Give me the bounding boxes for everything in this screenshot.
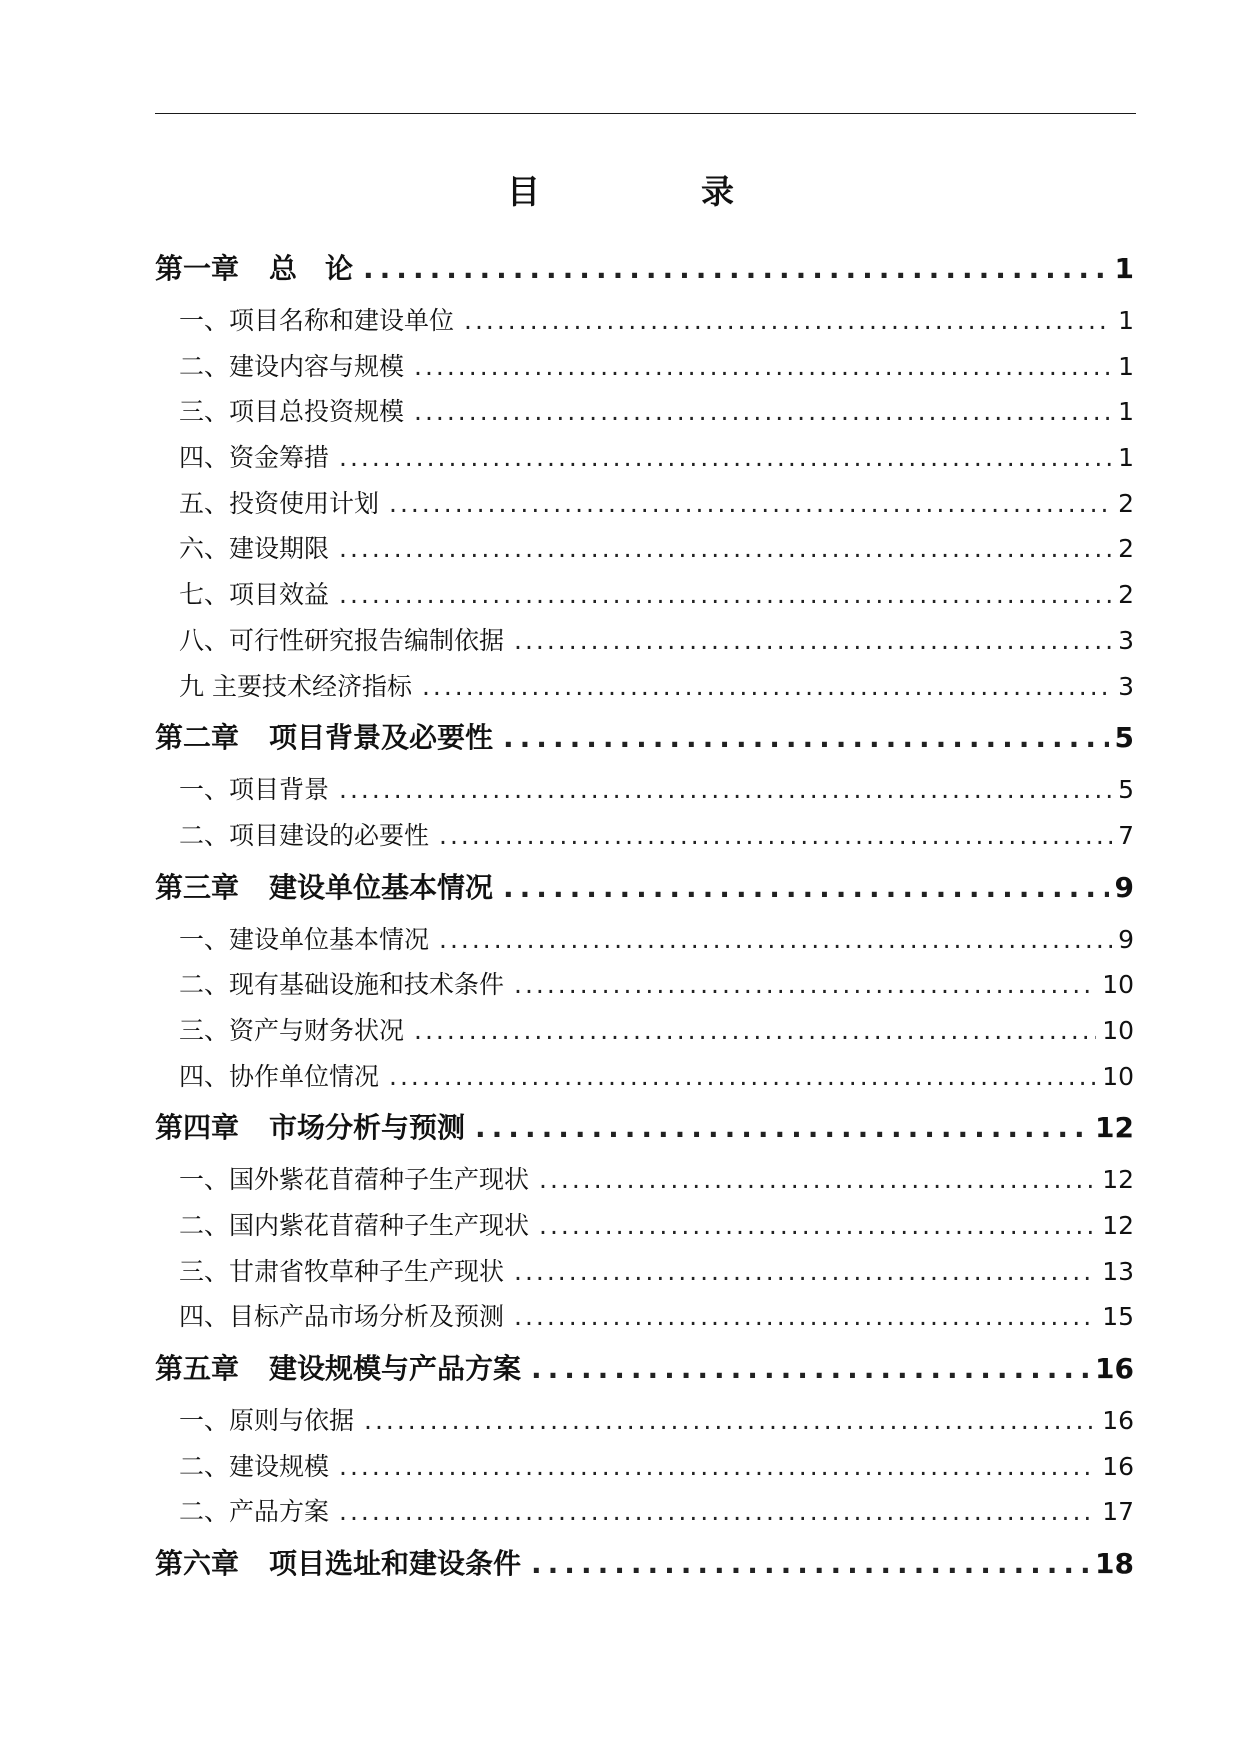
section-label: 二、现有基础设施和技术条件 [179,970,505,1000]
section-label: 九 主要技术经济指标 [179,671,412,701]
toc-section-entry[interactable] [155,664,1134,710]
chapter-title: 项目选址和建设条件 [269,1547,522,1581]
dot-leader [503,709,1108,767]
toc-section-entry[interactable] [155,1203,1134,1249]
section-page-number: 10 [1102,1015,1134,1045]
dot-leader [422,664,1112,710]
dot-leader [514,1249,1096,1295]
chapter-number: 第一章 [155,252,240,285]
toc-section-entry[interactable] [155,767,1134,813]
dot-leader [539,1157,1096,1203]
dot-leader [439,813,1112,859]
toc-section-entry[interactable] [155,435,1134,481]
section-label: 一、原则与依据 [179,1406,355,1436]
toc-chapter-entry[interactable] [155,1535,1134,1593]
section-page-number: 16 [1102,1406,1134,1436]
section-page-number: 5 [1118,775,1134,805]
toc-section-entry[interactable] [155,1294,1134,1340]
chapter-number: 第三章 [155,870,240,904]
toc-section-entry[interactable] [155,1157,1134,1203]
chapter-title: 市场分析与预测 [269,1111,466,1145]
chapter-title: 项目背景及必要性 [269,721,494,755]
dot-leader [339,526,1112,572]
toc-chapter-entry[interactable] [155,859,1134,917]
header-rule [155,113,1136,114]
dot-leader [531,1340,1089,1398]
section-label: 二、建设内容与规模 [179,351,405,381]
toc-chapter-entry[interactable] [155,1099,1134,1157]
dot-leader [339,1444,1096,1490]
table-of-contents [155,240,1134,1593]
chapter-page-number: 9 [1114,870,1134,904]
section-label: 二、建设规模 [179,1451,330,1481]
chapter-title: 建设单位基本情况 [269,870,494,904]
chapter-label [155,1535,521,1593]
toc-chapter-entry[interactable] [155,1340,1134,1398]
chapter-number: 第六章 [155,1547,240,1581]
dot-leader [514,618,1112,664]
dot-leader [339,435,1112,481]
chapter-page-number: 5 [1114,721,1134,755]
chapter-label [155,709,493,767]
section-page-number: 10 [1102,1061,1134,1091]
dot-leader [514,1294,1096,1340]
chapter-page-number: 18 [1095,1547,1134,1581]
chapter-label [155,1099,465,1157]
dot-leader [339,1489,1096,1535]
section-page-number: 7 [1118,820,1134,850]
section-page-number: 15 [1102,1302,1134,1332]
chapter-page-number: 16 [1095,1352,1134,1386]
toc-section-entry[interactable] [155,572,1134,618]
section-label: 五、投资使用计划 [179,488,380,518]
chapter-label [155,1340,521,1398]
toc-section-entry[interactable] [155,526,1134,572]
section-page-number: 17 [1102,1497,1134,1527]
section-page-number: 2 [1118,534,1134,564]
dot-leader [503,859,1108,917]
dot-leader [389,481,1112,527]
dot-leader [414,1008,1096,1054]
dot-leader [364,1398,1096,1444]
section-label: 一、项目背景 [179,775,330,805]
section-page-number: 1 [1118,351,1134,381]
toc-section-entry[interactable] [155,1008,1134,1054]
section-page-number: 2 [1118,488,1134,518]
dot-leader [339,572,1112,618]
chapter-page-number: 1 [1114,252,1134,285]
section-label: 四、目标产品市场分析及预测 [179,1302,505,1332]
dot-leader [414,389,1112,435]
chapter-page-number: 12 [1095,1111,1134,1145]
section-page-number: 1 [1118,443,1134,473]
toc-section-entry[interactable] [155,298,1134,344]
toc-section-entry[interactable] [155,618,1134,664]
dot-leader [389,1054,1096,1100]
toc-section-entry[interactable] [155,389,1134,435]
toc-section-entry[interactable] [155,1054,1134,1100]
dot-leader [439,917,1112,963]
toc-section-entry[interactable] [155,1489,1134,1535]
section-page-number: 12 [1102,1211,1134,1240]
section-page-number: 2 [1118,580,1134,610]
section-label: 八、可行性研究报告编制依据 [179,625,505,655]
section-page-number: 9 [1118,924,1134,954]
chapter-number: 第四章 [155,1111,240,1145]
section-label: 二、项目建设的必要性 [179,820,430,850]
section-label: 三、甘肃省牧草种子生产现状 [179,1256,505,1286]
toc-section-entry[interactable] [155,344,1134,390]
section-label: 一、项目名称和建设单位 [179,306,455,335]
toc-chapter-entry[interactable] [155,240,1134,298]
chapter-number: 第二章 [155,721,240,755]
section-page-number: 1 [1118,397,1134,427]
toc-section-entry[interactable] [155,917,1134,963]
section-page-number: 1 [1118,306,1134,335]
section-label: 六、建设期限 [179,534,330,564]
section-label: 三、项目总投资规模 [179,397,405,427]
toc-section-entry[interactable] [155,1444,1134,1490]
toc-section-entry[interactable] [155,962,1134,1008]
dot-leader [414,344,1112,390]
section-page-number: 10 [1102,970,1134,1000]
toc-chapter-entry[interactable] [155,709,1134,767]
section-label: 七、项目效益 [179,580,330,610]
section-label: 二、国内紫花苜蓿种子生产现状 [179,1211,530,1240]
dot-leader [514,962,1096,1008]
dot-leader [475,1099,1089,1157]
section-page-number: 3 [1118,671,1134,701]
section-label: 一、国外紫花苜蓿种子生产现状 [179,1165,530,1195]
dot-leader [464,298,1112,344]
dot-leader [363,240,1108,298]
chapter-title: 建设规模与产品方案 [269,1352,522,1386]
chapter-number: 第五章 [155,1352,240,1386]
section-label: 四、资金筹措 [179,443,330,473]
toc-section-entry[interactable] [155,481,1134,527]
section-page-number: 13 [1102,1256,1134,1286]
chapter-label [155,859,493,917]
dot-leader [531,1535,1089,1593]
section-page-number: 12 [1102,1165,1134,1195]
dot-leader [339,767,1112,813]
toc-section-entry[interactable] [155,1398,1134,1444]
chapter-label [155,240,353,298]
toc-section-entry[interactable] [155,813,1134,859]
section-label: 二、产品方案 [179,1497,330,1527]
chapter-title: 总 论 [269,252,354,285]
dot-leader [539,1203,1096,1249]
section-label: 四、协作单位情况 [179,1061,380,1091]
section-page-number: 16 [1102,1451,1134,1481]
section-label: 一、建设单位基本情况 [179,924,430,954]
toc-section-entry[interactable] [155,1249,1134,1295]
toc-title: 目 录 [507,172,798,211]
section-label: 三、资产与财务状况 [179,1015,405,1045]
section-page-number: 3 [1118,625,1134,655]
